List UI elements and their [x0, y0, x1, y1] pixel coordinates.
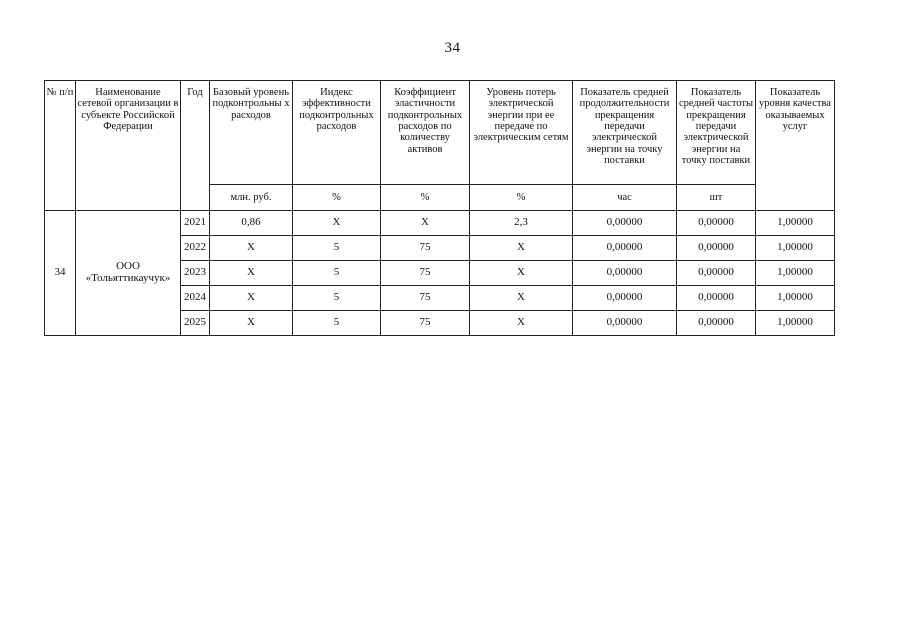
loss-cell: X [470, 236, 573, 261]
year-cell: 2024 [181, 286, 210, 311]
header-index: Индекс эффективности подконтрольных расходов [293, 81, 381, 185]
base-cell: X [210, 236, 293, 261]
year-cell: 2022 [181, 236, 210, 261]
unit-index: % [293, 185, 381, 211]
quality-cell: 1,00000 [756, 261, 835, 286]
quality-cell: 1,00000 [756, 286, 835, 311]
header-loss: Уровень потерь электрической энергии при ее передаче по электрическим сетям [470, 81, 573, 185]
base-cell: 0,86 [210, 211, 293, 236]
loss-cell: X [470, 311, 573, 336]
unit-frequency: шт [677, 185, 756, 211]
unit-coef: % [381, 185, 470, 211]
header-year: Год [181, 81, 210, 211]
table-row [45, 211, 835, 236]
row-number: 34 [45, 211, 76, 336]
coef-cell: 75 [381, 261, 470, 286]
quality-cell: 1,00000 [756, 311, 835, 336]
coef-cell: 75 [381, 236, 470, 261]
loss-cell: X [470, 261, 573, 286]
year-cell: 2021 [181, 211, 210, 236]
duration-cell: 0,00000 [573, 236, 677, 261]
duration-cell: 0,00000 [573, 311, 677, 336]
header-coef: Коэффициент эластичности подконтрольных расходов по количеству активов [381, 81, 470, 185]
frequency-cell: 0,00000 [677, 286, 756, 311]
duration-cell: 0,00000 [573, 261, 677, 286]
index-cell: X [293, 211, 381, 236]
frequency-cell: 0,00000 [677, 211, 756, 236]
coef-cell: X [381, 211, 470, 236]
base-cell: X [210, 261, 293, 286]
index-cell: 5 [293, 286, 381, 311]
duration-cell: 0,00000 [573, 286, 677, 311]
index-cell: 5 [293, 311, 381, 336]
base-cell: X [210, 311, 293, 336]
tariff-parameters-table [44, 80, 835, 336]
year-cell: 2023 [181, 261, 210, 286]
header-num: № п/п [45, 81, 76, 211]
header-duration: Показатель средней продолжительности прекращения передачи электрической энергии на точку поставки [573, 81, 677, 185]
header-base: Базовый уровень подконтрольны х расходов [210, 81, 293, 185]
header-row [45, 81, 835, 185]
loss-cell: 2,3 [470, 211, 573, 236]
header-frequency: Показатель средней частоты прекращения передачи электрической энергии на точку поставки [677, 81, 756, 185]
quality-cell: 1,00000 [756, 236, 835, 261]
quality-cell: 1,00000 [756, 211, 835, 236]
base-cell: X [210, 286, 293, 311]
unit-base: млн. руб. [210, 185, 293, 211]
loss-cell: X [470, 286, 573, 311]
frequency-cell: 0,00000 [677, 311, 756, 336]
header-quality: Показатель уровня качества оказываемых услуг [756, 81, 835, 211]
frequency-cell: 0,00000 [677, 236, 756, 261]
year-cell: 2025 [181, 311, 210, 336]
coef-cell: 75 [381, 311, 470, 336]
duration-cell: 0,00000 [573, 211, 677, 236]
index-cell: 5 [293, 261, 381, 286]
page-number: 34 [444, 40, 461, 56]
organization-name: ООО «Тольяттикаучук» [76, 211, 181, 336]
frequency-cell: 0,00000 [677, 261, 756, 286]
header-org: Наименование сетевой организации в субъекте Российской Федерации [76, 81, 181, 211]
coef-cell: 75 [381, 286, 470, 311]
unit-loss: % [470, 185, 573, 211]
index-cell: 5 [293, 236, 381, 261]
unit-duration: час [573, 185, 677, 211]
